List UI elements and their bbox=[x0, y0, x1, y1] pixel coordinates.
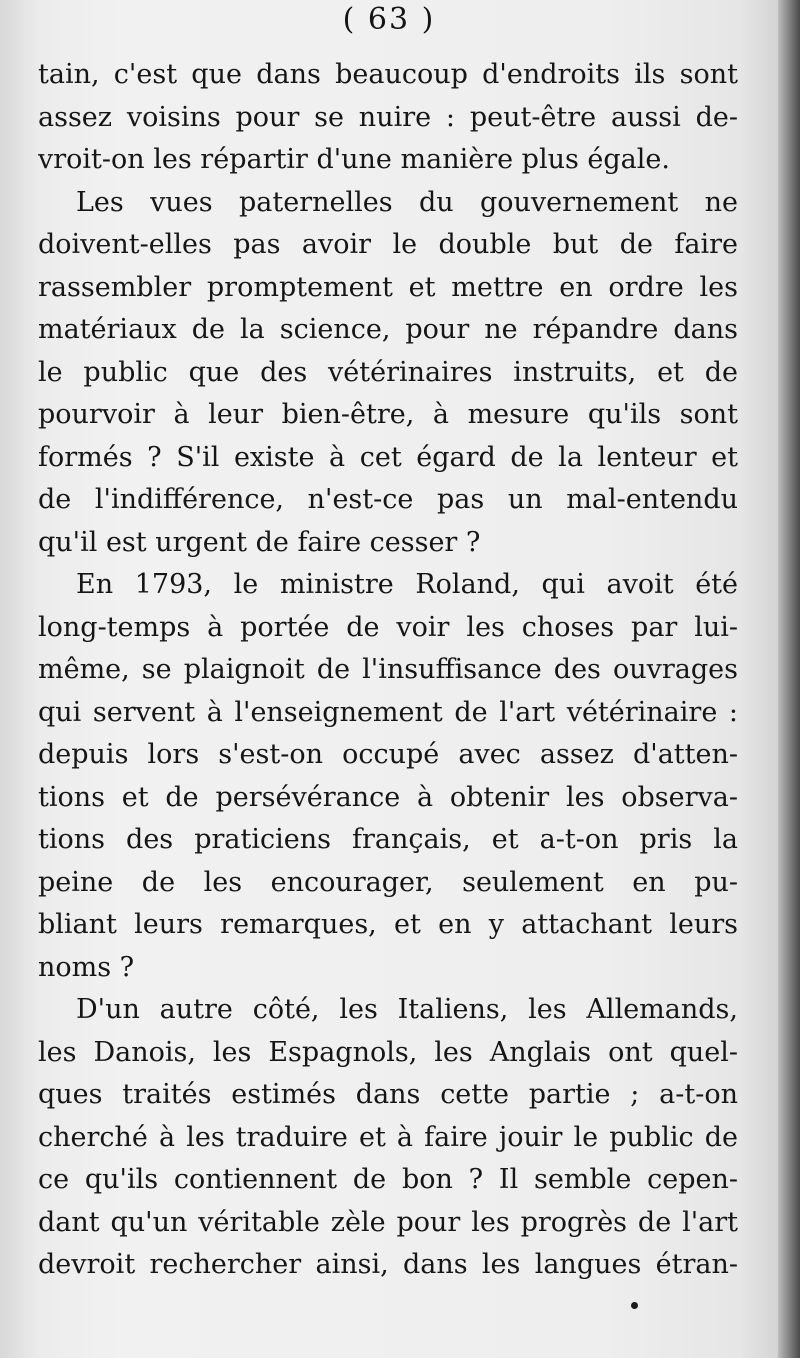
text-line: tions des praticiens français, et a-t-on pris la bbox=[38, 824, 738, 855]
page-number: ( 63 ) bbox=[342, 2, 436, 37]
text-line: assez voisins pour se nuire : peut-être aussi de- bbox=[38, 101, 738, 133]
text-line: bliant leurs remarques, et en y attachant leurs bbox=[38, 909, 738, 940]
text-line: tions et de persévérance à obtenir les observa- bbox=[38, 781, 738, 813]
text-line: ques traités estimés dans cette partie ; a-t-on bbox=[38, 1079, 738, 1110]
text-line: peine de les encourager, seulement en pu- bbox=[38, 866, 738, 898]
text-line: dant qu'un véritable zèle pour les progrès de l'art bbox=[38, 1206, 738, 1238]
text-line: depuis lors s'est-on occupé avec assez d'atten- bbox=[38, 739, 738, 770]
text-line: ce qu'ils contiennent de bon ? Il semble cepen- bbox=[38, 1164, 738, 1195]
text-line: tain, c'est que dans beaucoup d'endroits ils sont bbox=[38, 59, 738, 90]
body-text bbox=[38, 54, 738, 1287]
paragraph-start-line: En 1793, le ministre Roland, qui avoit été bbox=[76, 569, 738, 600]
text-line: qui servent à l'enseignement de l'art vétérinaire : bbox=[38, 696, 738, 728]
text-line: rassembler promptement et mettre en ordre les bbox=[38, 271, 738, 303]
text-line: noms ? bbox=[38, 951, 135, 983]
text-line: vroit-on les répartir d'une manière plus égale. bbox=[38, 144, 670, 175]
paragraph-start-line: Les vues paternelles du gouvernement ne bbox=[76, 186, 738, 218]
text-line: de l'indifférence, n'est-ce pas un mal-entendu bbox=[38, 484, 738, 515]
text-line: pourvoir à leur bien-être, à mesure qu'ils sont bbox=[38, 399, 738, 430]
text-line: qu'il est urgent de faire cesser ? bbox=[38, 526, 481, 558]
text-line: matériaux de la science, pour ne répandre dans bbox=[38, 314, 738, 345]
text-line: même, se plaignoit de l'insuffisance des ouvrages bbox=[38, 654, 738, 685]
text-line: cherché à les traduire et à faire jouir le public de bbox=[38, 1121, 738, 1153]
text-line: long-temps à portée de voir les choses par lui- bbox=[38, 611, 738, 643]
ink-mark bbox=[631, 1302, 638, 1309]
text-line: le public que des vétérinaires instruits, et de bbox=[38, 356, 738, 388]
text-line: doivent-elles pas avoir le double but de faire bbox=[38, 229, 738, 260]
paragraph-start-line: D'un autre côté, les Italiens, les Allemands, bbox=[76, 994, 738, 1025]
text-line: devroit rechercher ainsi, dans les langues étran- bbox=[38, 1249, 738, 1280]
text-line: les Danois, les Espagnols, les Anglais ont quel- bbox=[38, 1036, 738, 1068]
page-edge-shadow bbox=[778, 0, 800, 1358]
text-line: formés ? S'il existe à cet égard de la lenteur et bbox=[38, 441, 738, 473]
